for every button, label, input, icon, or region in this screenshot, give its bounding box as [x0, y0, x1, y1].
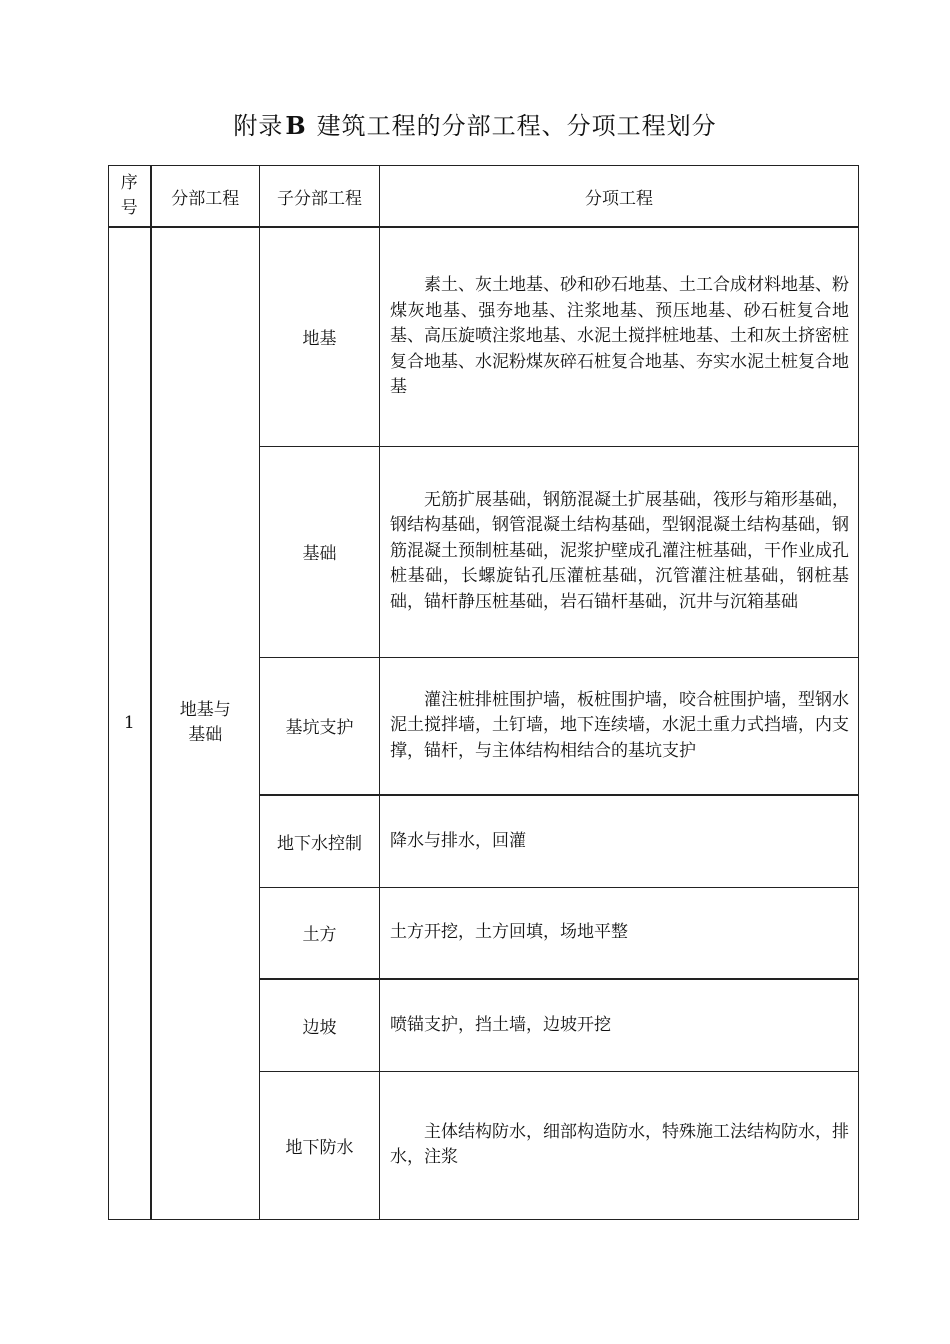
items-cell: 素土、灰土地基、砂和砂石地基、土工合成材料地基、粉煤灰地基、强夯地基、注浆地基、预压地基、砂石桩复合地基、高压旋喷注浆地基、水泥土搅拌桩地基、土和灰土挤密桩复合地基、水泥粉煤灰碎石桩复合地基、夯实水泥土桩复合地基: [380, 227, 859, 446]
header-subdivision: 子分部工程: [260, 166, 380, 228]
division-table: [108, 165, 859, 1220]
items-cell: 灌注桩排桩围护墙，板桩围护墙，咬合桩围护墙，型钢水泥土搅拌墙，土钉墙，地下连续墙，水泥土重力式挡墙，内支撑，锚杆，与主体结构相结合的基坑支护: [380, 657, 859, 795]
subdivision-cell: 土方: [260, 887, 380, 979]
header-no-line2: 号: [120, 198, 138, 218]
subdivision-cell: 地下防水: [260, 1071, 380, 1219]
items-cell: 主体结构防水，细部构造防水，特殊施工法结构防水，排水，注浆: [380, 1071, 859, 1219]
items-cell: 喷锚支护，挡土墙，边坡开挖: [380, 979, 859, 1071]
subdivision-cell: 地基: [260, 227, 380, 446]
page-title: [0, 106, 950, 141]
items-cell: 无筋扩展基础，钢筋混凝土扩展基础，筏形与箱形基础，钢结构基础，钢管混凝土结构基础，型钢混凝土结构基础，钢筋混凝土预制桩基础，泥浆护壁成孔灌注桩基础，干作业成孔桩基础，长螺旋钻孔压灌桩基础，沉管灌注桩基础，钢桩基础，锚杆静压桩基础，岩石锚杆基础，沉井与沉箱基础: [380, 446, 859, 657]
subdivision-cell: 基础: [260, 446, 380, 657]
header-no-line1: 序: [120, 173, 138, 193]
subdivision-cell: 基坑支护: [260, 657, 380, 795]
division-name-line1: 地基与: [179, 700, 231, 721]
division-name: [151, 227, 260, 1219]
title-letter: B: [285, 111, 307, 140]
items-cell: 降水与排水，回灌: [380, 795, 859, 887]
subdivision-cell: 边坡: [260, 979, 380, 1071]
title-text: 建筑工程的分部工程、分项工程划分: [316, 112, 717, 140]
header-division: 分部工程: [151, 166, 260, 228]
table-row: [109, 227, 859, 446]
header-items: 分项工程: [380, 166, 859, 228]
items-cell: 土方开挖，土方回填，场地平整: [380, 887, 859, 979]
division-name-line2: 基础: [188, 725, 223, 746]
title-prefix: 附录: [233, 112, 284, 140]
row-number: 1: [109, 227, 151, 1219]
subdivision-cell: 地下水控制: [260, 795, 380, 887]
header-no: [109, 166, 151, 228]
header-row: [109, 166, 859, 228]
